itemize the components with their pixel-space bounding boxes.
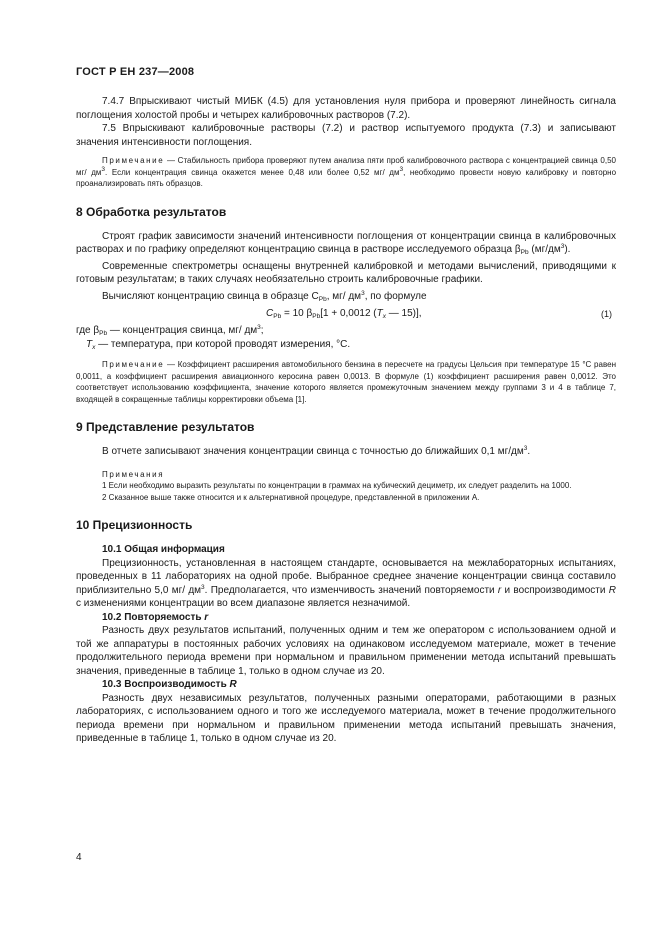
note-7: Примечание — Стабильность прибора проверяют путем анализа пяти проб калибровочного раствора с концентрацией свинца 0,50 мг/ $дм^3$. Если концентрация свинца окажется менее 0,48 или более 0,52 мг/ $дм^3$, необходимо провести новую калибровку и повторно проанализировать пять образцов. bbox=[76, 156, 617, 188]
formula-number: (1) bbox=[601, 309, 612, 319]
formula-1 bbox=[76, 307, 616, 321]
note-label: Примечание bbox=[102, 156, 165, 165]
section-10-3-paragraph: Разность двух независимых результатов, полученных разными операторами, работающими в разных лабораториях, с использованием одного и того же исследуемого материала, может в течение продолжительного периода времени при нормальном и правильном применении метода испытаний превышать значения, приведенные в таблице 1, только в одном случае из 20. bbox=[76, 692, 616, 744]
note-9-2: 2 Сказанное выше также относится и к альтернативной процедуре, представленной в приложении А. bbox=[102, 492, 480, 502]
paragraph-7-4-7: 7.4.7 Впрыскивают чистый МИБК (4.5) для установления нуля прибора и проверяют линейность сигнала поглощения холостой пробы и четырех калибровочных растворов (7.2). bbox=[76, 96, 616, 121]
section-9-heading: 9 Представление результатов bbox=[76, 420, 255, 434]
page-number: 4 bbox=[76, 852, 82, 863]
note-text-b: . Если концентрация свинца окажется менее 0,48 или более 0,52 мг/ дм bbox=[105, 167, 400, 177]
where-line-2: $T_x$ — температура, при которой проводят измерения, °С. bbox=[86, 338, 351, 351]
note-8: Примечание — Коэффициент расширения автомобильного бензина в пересчете на градусы Цельсия при температуре 15 °С равен 0,0011, а коэффициент расширения авиационного керосина равен 0,0013. В формуле (1) коэффициент расширения равен 0,0012. Это соответствует использованию коэффициента, значение которого является промежуточным значением между группами 3 и 4 в таблице 7, входящей в сокращенные таблицы корректировки объема [1]. bbox=[76, 360, 616, 404]
note-text-a: — Стабильность прибора проверяют путем анализа пяти проб калибровочного раствора с концентрацией свинца 0,50 мг/ дм bbox=[76, 156, 616, 177]
formula-expression: $C_{Pb} = 10$ $\beta_{Pb}[1 + 0,0012$ ($T_x$ — 15)], bbox=[266, 308, 422, 320]
section-8-paragraph-3: Вычисляют концентрацию свинца в образце $C_{Pb}$, мг/ $дм^3$, по формуле bbox=[102, 289, 427, 303]
section-10-2-heading: 10.2 Повторяемость r bbox=[102, 611, 209, 623]
document-header: ГОСТ Р ЕН 237—2008 bbox=[76, 66, 195, 78]
section-8-paragraph-2: Современные спектрометры оснащены внутренней калибровкой и методами вычислений, приводящими к готовым результатам; в таких случаях необязательно строить калибровочные графики. bbox=[76, 260, 616, 285]
note-text-c: , необходимо провести новую калибровку и повторно проанализировать пять образцов. bbox=[76, 167, 617, 188]
note-9-1: 1 Если необходимо выразить результаты по концентрации в граммах на кубический дециметр, их следует разделить на 1000. bbox=[102, 481, 572, 490]
where-line-1: где $\beta_{Pb}$ — концентрация свинца, мг/ $дм^3$; bbox=[76, 324, 264, 337]
page-content bbox=[76, 95, 616, 746]
section-8-paragraph-1: Строят график зависимости значений интенсивности поглощения от концентрации свинца в калибровочных растворах и по графику определяют концентрацию свинца в растворе исследуемого образца $\beta_{Pb}$ $(мг/дм^3)$. bbox=[76, 230, 616, 256]
section-8-heading: 8 Обработка результатов bbox=[76, 204, 227, 219]
notes-9-label: Примечания bbox=[102, 469, 165, 479]
section-10-2-paragraph: Разность двух результатов испытаний, полученных одним и тем же оператором с использованием одной и той же аппаратуры в постоянных рабочих условиях на одинаковом исследуемом материале, может в течение продолжительного периода времени при нормальном и правильном применении метода испытаний превышать значения, приведенные в таблице 1, только в одном случае из 20. bbox=[76, 625, 616, 677]
section-10-3-heading: 10.3 Воспроизводимость R bbox=[102, 679, 237, 690]
paragraph-7-5: 7.5 Впрыскивают калибровочные растворы (7.2) и раствор испытуемого продукта (7.3) и записывают значения интенсивности поглощения. bbox=[76, 123, 616, 148]
section-10-1-heading: 10.1 Общая информация bbox=[102, 544, 225, 555]
section-10-1-paragraph: Прецизионность, установленная в настоящем стандарте, основывается на межлабораторных испытаниях, проведенных в 11 лабораториях на одной пробе. Выбранное среднее значение концентрации свинца составило приблизительно 5,0 мг/ $дм^3$. Предполагается, что изменчивость значений повторяемости r и воспроизводимости R с изменениями концентрации во всем диапазоне является незначимой. bbox=[76, 557, 616, 609]
section-9-paragraph: В отчете записывают значения концентрации свинца с точностью до ближайших 0,1 $мг/дм^3$. bbox=[102, 445, 531, 457]
section-10-heading: 10 Прецизионность bbox=[76, 518, 193, 532]
